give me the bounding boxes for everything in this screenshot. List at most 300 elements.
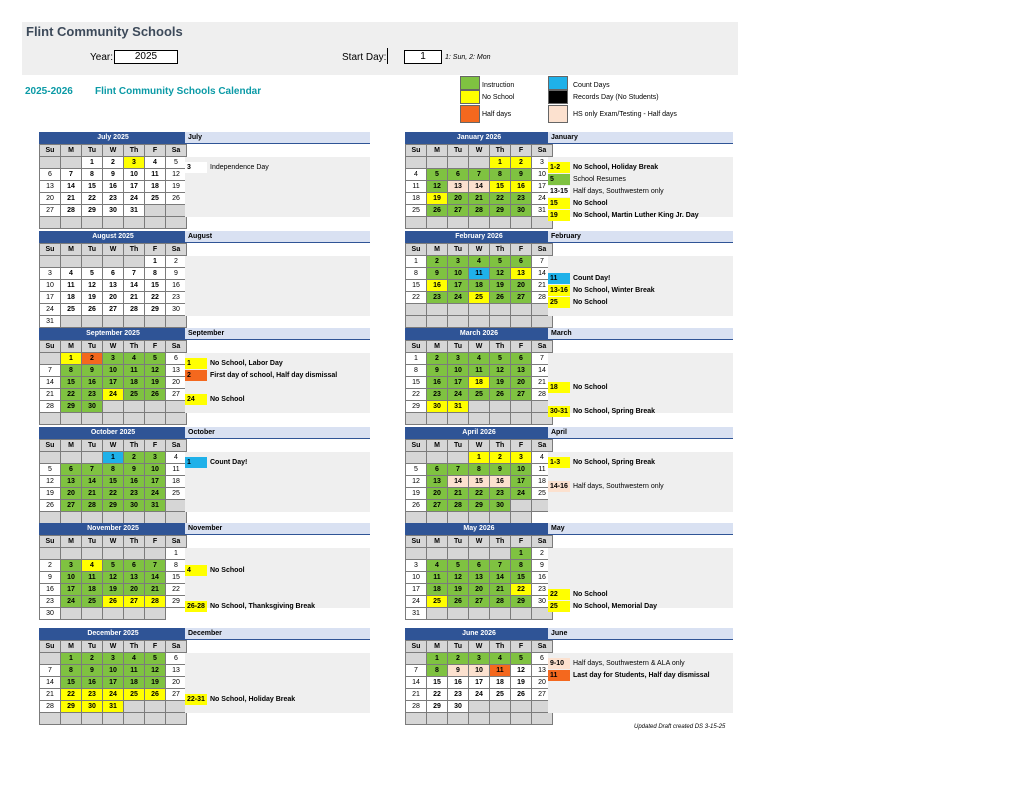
calendar-day: [448, 713, 469, 725]
calendar-day: 23: [448, 689, 469, 701]
notes-header: July: [185, 132, 370, 144]
calendar-day: 9: [427, 268, 448, 280]
calendar-day: [469, 413, 490, 425]
calendar-day: 3: [532, 157, 553, 169]
day-name: Th: [490, 145, 511, 157]
calendar-day: 7: [469, 169, 490, 181]
calendar-day: 4: [145, 157, 166, 169]
start-day-input[interactable]: 1: [404, 50, 442, 64]
calendar-day: 28: [82, 500, 103, 512]
calendar-day: 29: [427, 701, 448, 713]
calendar-day: 14: [406, 677, 427, 689]
note-text: Count Day!: [573, 274, 611, 282]
divider: [387, 48, 388, 64]
note-row: [548, 669, 710, 681]
calendar-day: 23: [532, 584, 553, 596]
calendar-day: [406, 413, 427, 425]
calendar-day: 2: [490, 452, 511, 464]
day-name: F: [145, 341, 166, 353]
calendar-day: 10: [532, 169, 553, 181]
calendar-day: 27: [40, 205, 61, 217]
day-name: W: [469, 440, 490, 452]
legend-label-instruction: Instruction: [482, 82, 515, 89]
calendar-day: 11: [469, 365, 490, 377]
note-text: Independence Day: [210, 163, 269, 171]
calendar-day: 3: [448, 256, 469, 268]
month-notes: [548, 328, 733, 413]
calendar-day: 12: [82, 280, 103, 292]
calendar-day: 6: [103, 268, 124, 280]
year-input[interactable]: 2025: [114, 50, 178, 64]
calendar-day: 18: [124, 377, 145, 389]
calendar-day: 14: [469, 181, 490, 193]
calendar-day: 2: [427, 353, 448, 365]
calendar-day: 8: [490, 169, 511, 181]
calendar-day: 31: [124, 205, 145, 217]
calendar-day: 8: [469, 464, 490, 476]
calendar-day: 4: [490, 653, 511, 665]
calendar-day: 15: [427, 677, 448, 689]
legend-label-half-days: Half days: [482, 111, 512, 118]
calendar-day: 4: [61, 268, 82, 280]
note-code: 9-10: [548, 658, 570, 669]
calendar-day: [61, 157, 82, 169]
calendar-day: 2: [40, 560, 61, 572]
notes-header: January: [548, 132, 733, 144]
calendar-day: [406, 452, 427, 464]
calendar-day: [103, 401, 124, 413]
calendar-day: 12: [40, 476, 61, 488]
note-row: [185, 456, 247, 468]
calendar-day: 30: [490, 500, 511, 512]
day-name: M: [427, 641, 448, 653]
month-grid: [39, 640, 187, 725]
calendar-day: [490, 401, 511, 413]
day-name: Th: [490, 440, 511, 452]
calendar-day: 10: [469, 665, 490, 677]
calendar-day: [406, 157, 427, 169]
calendar-day: 26: [82, 304, 103, 316]
calendar-day: [511, 304, 532, 316]
calendar-day: 21: [532, 377, 553, 389]
calendar-day: 18: [469, 280, 490, 292]
day-name: M: [427, 536, 448, 548]
notes-header: December: [185, 628, 370, 640]
calendar-day: 27: [61, 500, 82, 512]
month-block: [405, 427, 553, 524]
calendar-day: 18: [427, 584, 448, 596]
month-title: November 2025: [39, 523, 187, 535]
calendar-day: 3: [406, 560, 427, 572]
calendar-day: 28: [40, 401, 61, 413]
day-name: F: [511, 341, 532, 353]
month-block: [39, 523, 187, 620]
calendar-day: 7: [40, 665, 61, 677]
month-block: [405, 523, 553, 620]
calendar-day: [406, 713, 427, 725]
calendar-day: [406, 217, 427, 229]
notes-body: [548, 256, 733, 316]
calendar-day: [532, 316, 553, 328]
calendar-day: 8: [145, 268, 166, 280]
calendar-day: 16: [166, 280, 187, 292]
calendar-day: 4: [427, 560, 448, 572]
calendar-day: 2: [103, 157, 124, 169]
calendar-day: [448, 608, 469, 620]
day-name: Sa: [166, 341, 187, 353]
calendar-day: 6: [124, 560, 145, 572]
calendar-day: 17: [448, 377, 469, 389]
calendar-day: 25: [532, 488, 553, 500]
calendar-day: [145, 205, 166, 217]
calendar-day: 5: [490, 256, 511, 268]
note-row: [548, 600, 657, 612]
calendar-day: 21: [448, 488, 469, 500]
calendar-day: [61, 256, 82, 268]
month-title: March 2026: [405, 328, 553, 340]
note-row: [185, 600, 315, 612]
calendar-day: 17: [103, 677, 124, 689]
calendar-day: 17: [511, 476, 532, 488]
calendar-day: [40, 452, 61, 464]
calendar-day: 27: [511, 389, 532, 401]
note-code: 3: [185, 162, 207, 173]
calendar-day: [511, 316, 532, 328]
calendar-day: 13: [511, 365, 532, 377]
calendar-day: 6: [511, 256, 532, 268]
calendar-day: 7: [145, 560, 166, 572]
notes-body: [548, 653, 733, 713]
calendar-day: [61, 217, 82, 229]
calendar-day: 11: [166, 464, 187, 476]
note-text: Count Day!: [210, 458, 248, 466]
calendar-day: 24: [469, 689, 490, 701]
calendar-day: 29: [103, 500, 124, 512]
day-name: M: [61, 641, 82, 653]
calendar-day: 28: [469, 205, 490, 217]
calendar-day: 30: [103, 205, 124, 217]
calendar-day: [82, 713, 103, 725]
calendar-day: 6: [166, 653, 187, 665]
calendar-day: 17: [61, 584, 82, 596]
calendar-day: 27: [469, 596, 490, 608]
calendar-day: 22: [61, 389, 82, 401]
calendar-day: [469, 701, 490, 713]
notes-body: [548, 353, 733, 413]
day-name: Th: [124, 440, 145, 452]
day-name: Th: [490, 536, 511, 548]
month-block: [39, 231, 187, 328]
calendar-day: 5: [427, 169, 448, 181]
calendar-day: 27: [427, 500, 448, 512]
calendar-day: 18: [145, 181, 166, 193]
calendar-day: 28: [40, 701, 61, 713]
calendar-day: [448, 157, 469, 169]
calendar-day: 30: [124, 500, 145, 512]
note-code: 15: [548, 198, 570, 209]
day-name: Tu: [82, 440, 103, 452]
calendar-day: 1: [166, 548, 187, 560]
calendar-day: 8: [406, 365, 427, 377]
calendar-day: 15: [469, 476, 490, 488]
notes-body: [185, 653, 370, 713]
calendar-day: 23: [511, 193, 532, 205]
month-title: December 2025: [39, 628, 187, 640]
day-name: Su: [40, 536, 61, 548]
calendar-day: 29: [166, 596, 187, 608]
note-row: [185, 693, 295, 705]
calendar-day: [40, 413, 61, 425]
calendar-day: 29: [490, 205, 511, 217]
calendar-day: [166, 316, 187, 328]
calendar-day: 5: [145, 653, 166, 665]
calendar-day: 23: [490, 488, 511, 500]
calendar-day: 12: [145, 665, 166, 677]
calendar-day: [469, 548, 490, 560]
calendar-day: 11: [124, 665, 145, 677]
calendar-day: 23: [103, 193, 124, 205]
calendar-day: [427, 316, 448, 328]
calendar-day: [124, 401, 145, 413]
calendar-day: [124, 701, 145, 713]
month-block: [405, 231, 553, 328]
calendar-day: 31: [448, 401, 469, 413]
calendar-day: 22: [427, 689, 448, 701]
calendar-day: 22: [103, 488, 124, 500]
calendar-day: [124, 316, 145, 328]
calendar-day: [406, 548, 427, 560]
note-text: No School, Holiday Break: [210, 695, 296, 703]
calendar-day: 15: [166, 572, 187, 584]
calendar-day: 28: [145, 596, 166, 608]
calendar-day: 29: [145, 304, 166, 316]
calendar-day: 23: [82, 389, 103, 401]
day-name: Tu: [82, 341, 103, 353]
month-grid: [39, 340, 187, 425]
day-name: Su: [40, 145, 61, 157]
school-year: 2025-2026: [25, 86, 73, 97]
note-row: [548, 161, 658, 173]
calendar-day: 29: [61, 401, 82, 413]
day-name: W: [469, 244, 490, 256]
calendar-day: 16: [103, 181, 124, 193]
notes-body: [185, 256, 370, 316]
calendar-day: 25: [145, 193, 166, 205]
month-notes: [185, 523, 370, 608]
legend-label-records-day: Records Day (No Students): [573, 94, 659, 101]
day-name: Th: [124, 145, 145, 157]
calendar-day: 5: [448, 560, 469, 572]
month-block: [405, 628, 553, 725]
calendar-day: 27: [511, 292, 532, 304]
calendar-day: 10: [124, 169, 145, 181]
calendar-day: 8: [103, 464, 124, 476]
calendar-day: 30: [82, 401, 103, 413]
legend-label-no-school: No School: [482, 94, 515, 101]
calendar-day: 5: [103, 560, 124, 572]
note-code: 11: [548, 670, 570, 681]
calendar-day: 9: [82, 665, 103, 677]
note-text: Half days, Southwestern & ALA only: [573, 659, 685, 667]
calendar-day: 22: [406, 389, 427, 401]
month-title: June 2026: [405, 628, 553, 640]
calendar-day: 27: [166, 689, 187, 701]
calendar-day: 21: [145, 584, 166, 596]
note-row: [548, 185, 664, 197]
calendar-day: [124, 608, 145, 620]
calendar-day: 25: [490, 689, 511, 701]
calendar-day: 17: [124, 181, 145, 193]
month-notes: [548, 427, 733, 512]
calendar-day: [427, 452, 448, 464]
calendar-day: 13: [448, 181, 469, 193]
calendar-day: [145, 548, 166, 560]
calendar-day: 21: [40, 389, 61, 401]
calendar-day: 16: [427, 280, 448, 292]
calendar-day: 2: [82, 353, 103, 365]
day-name: F: [145, 440, 166, 452]
calendar-day: 13: [40, 181, 61, 193]
note-row: [548, 173, 626, 185]
note-code: 1-3: [548, 457, 570, 468]
calendar-day: 15: [406, 377, 427, 389]
calendar-day: 26: [490, 389, 511, 401]
start-day-hint: 1: Sun, 2: Mon: [445, 54, 491, 61]
day-name: F: [145, 641, 166, 653]
month-notes: [185, 427, 370, 512]
calendar-day: 12: [103, 572, 124, 584]
note-row: [548, 588, 608, 600]
calendar-day: 13: [469, 572, 490, 584]
calendar-day: 16: [448, 677, 469, 689]
day-name: Sa: [532, 641, 553, 653]
calendar-day: 10: [511, 464, 532, 476]
calendar-day: 15: [145, 280, 166, 292]
calendar-day: 29: [469, 500, 490, 512]
calendar-day: [145, 401, 166, 413]
calendar-day: 8: [511, 560, 532, 572]
calendar-day: [103, 548, 124, 560]
note-code: 1: [185, 358, 207, 369]
calendar-day: [511, 608, 532, 620]
calendar-day: 28: [61, 205, 82, 217]
note-row: [548, 272, 610, 284]
month-block: [39, 328, 187, 425]
note-text: No School: [210, 395, 245, 403]
calendar-day: 23: [166, 292, 187, 304]
calendar-day: 15: [490, 181, 511, 193]
calendar-day: 12: [427, 181, 448, 193]
day-name: W: [469, 341, 490, 353]
calendar-day: 18: [469, 377, 490, 389]
calendar-day: 22: [82, 193, 103, 205]
note-text: Half days, Southwestern only: [573, 482, 664, 490]
calendar-day: 14: [532, 268, 553, 280]
calendar-day: 1: [406, 256, 427, 268]
calendar-day: 19: [490, 280, 511, 292]
note-text: No School: [210, 566, 245, 574]
calendar-day: 12: [448, 572, 469, 584]
notes-body: [185, 157, 370, 217]
calendar-day: 13: [124, 572, 145, 584]
calendar-day: 22: [166, 584, 187, 596]
day-name: F: [511, 536, 532, 548]
day-name: Sa: [532, 341, 553, 353]
calendar-day: 1: [61, 353, 82, 365]
calendar-day: [103, 413, 124, 425]
calendar-day: 26: [145, 689, 166, 701]
day-name: Sa: [166, 536, 187, 548]
calendar-day: 21: [124, 292, 145, 304]
calendar-day: 7: [40, 365, 61, 377]
calendar-day: [61, 713, 82, 725]
note-text: No School, Labor Day: [210, 359, 283, 367]
calendar-day: [61, 316, 82, 328]
day-name: Tu: [82, 536, 103, 548]
calendar-day: 24: [532, 193, 553, 205]
calendar-day: 2: [124, 452, 145, 464]
calendar-day: [40, 353, 61, 365]
calendar-day: 5: [40, 464, 61, 476]
calendar-day: [448, 452, 469, 464]
calendar-day: 19: [145, 677, 166, 689]
calendar-day: 13: [166, 365, 187, 377]
note-code: 1: [185, 457, 207, 468]
note-code: 22-31: [185, 694, 207, 705]
calendar-day: 17: [145, 476, 166, 488]
day-name: M: [61, 341, 82, 353]
calendar-day: 28: [490, 596, 511, 608]
calendar-day: 26: [145, 389, 166, 401]
calendar-day: 18: [82, 584, 103, 596]
legend-swatch-no-school: [460, 90, 480, 104]
calendar-day: [103, 713, 124, 725]
note-row: [548, 197, 608, 209]
note-code: 2: [185, 370, 207, 381]
day-name: Sa: [166, 440, 187, 452]
calendar-day: [448, 548, 469, 560]
calendar-day: 20: [61, 488, 82, 500]
calendar-day: 13: [61, 476, 82, 488]
calendar-day: 25: [124, 389, 145, 401]
start-day-label: Start Day:: [342, 52, 387, 63]
month-notes: [185, 231, 370, 316]
calendar-title: Flint Community Schools Calendar: [95, 86, 262, 97]
calendar-day: 8: [61, 665, 82, 677]
day-name: Su: [40, 440, 61, 452]
calendar-day: 29: [82, 205, 103, 217]
calendar-day: 2: [532, 548, 553, 560]
calendar-day: [511, 401, 532, 413]
calendar-day: 16: [40, 584, 61, 596]
calendar-day: 19: [82, 292, 103, 304]
calendar-day: 26: [490, 292, 511, 304]
calendar-day: 1: [103, 452, 124, 464]
note-row: [185, 393, 245, 405]
calendar-day: [469, 608, 490, 620]
day-name: Tu: [448, 244, 469, 256]
calendar-day: [448, 217, 469, 229]
calendar-day: 19: [166, 181, 187, 193]
month-block: [405, 132, 553, 229]
calendar-day: 7: [406, 665, 427, 677]
calendar-day: 3: [61, 560, 82, 572]
note-code: 18: [548, 382, 570, 393]
day-name: Th: [490, 244, 511, 256]
calendar-day: 25: [469, 292, 490, 304]
calendar-day: 18: [532, 476, 553, 488]
calendar-day: 26: [103, 596, 124, 608]
